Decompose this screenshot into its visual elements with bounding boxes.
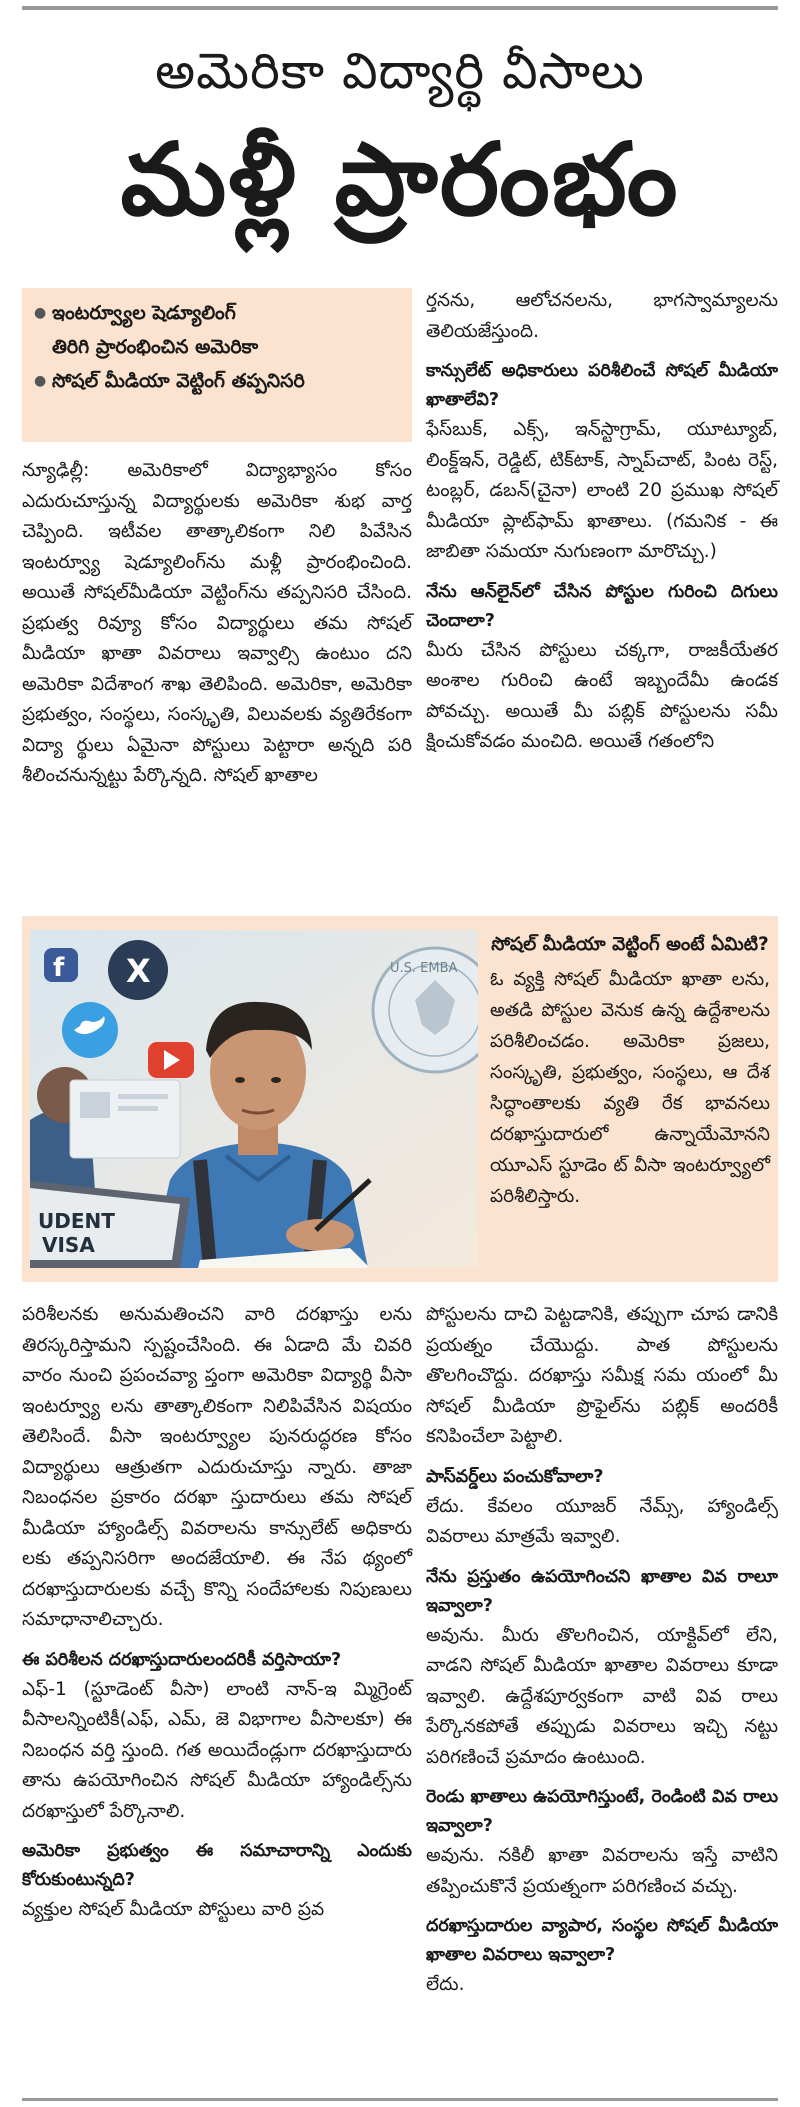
- article-paragraph: పోస్టులను దాచి పెట్టడానికి, తప్పుగా చూప డానికి ప్రయత్నం చేయొద్దు. పాత పోస్టులను తొలగించొద్దు. దరఖాస్తు సమీక్ష సమ యంలో మీ సోషల్ మీడియా ప్రొఫైల్‌ను పబ్లిక్ అందరికీ కనిపించేలా పెట్టాలి.: [426, 1304, 778, 1447]
- headline-kicker: అమెరికా విద్యార్థి వీసాలు: [155, 42, 645, 100]
- info-box-text: [490, 930, 770, 1212]
- article-right-bottom: [426, 1300, 778, 2001]
- bullet-icon: ●: [34, 305, 47, 321]
- question-heading: దరఖాస్తుదారుల వ్యాపార, సంస్థల సోషల్ మీడియా ఖాతాల వివరాలు ఇవ్వాలా?: [426, 1916, 778, 1965]
- highlight-text: ఇంటర్వ్యూల షెడ్యూలింగ్: [52, 302, 236, 324]
- question-heading: పాస్‌వర్డ్‌లు పంచుకోవాలా?: [426, 1466, 604, 1487]
- answer-paragraph: మీరు చేసిన పోస్టులు చక్కగా, రాజకీయేతర అంశాల గురించి ఉంటే ఇబ్బందేమీ ఉండక పోవచ్చు. అయితే మీ పబ్లిక్ పోస్టులను సమీ క్షించుకోవడం మంచిది. అయితే గతంలోని: [426, 639, 778, 752]
- headline-title: మళ్లీ ప్రారంభం: [120, 121, 680, 238]
- answer-paragraph: లేదు. కేవలం యూజర్ నేమ్స్, హ్యాండిల్స్ వివరాలు మాత్రమే ఇవ్వాలి.: [426, 1495, 778, 1547]
- article-left-top: [22, 456, 412, 792]
- visa-text: VISA: [42, 1233, 95, 1257]
- embassy-seal: [373, 948, 478, 1072]
- question-heading: కాన్సులేట్ అధికారులు పరిశీలించే సోషల్ మీడియా ఖాతాలేవి?: [426, 361, 778, 410]
- student-illustration: [30, 930, 478, 1268]
- illustration: [30, 930, 478, 1268]
- bullet-icon: ●: [34, 373, 47, 389]
- highlight-text: సోషల్ మీడియా వెట్టింగ్ తప్పనిసరి: [52, 370, 305, 392]
- question-heading: ఈ పరిశీలన దరఖాస్తుదారులందరికీ వర్తిసాయా?: [22, 1649, 342, 1670]
- question-heading: అమెరికా ప్రభుత్వం ఈ సమాచారాన్ని ఎందుకు కోరుకుంటున్నది?: [22, 1841, 412, 1890]
- article-left-bottom: [22, 1300, 412, 1926]
- answer-paragraph: ఫేస్‌బుక్, ఎక్స్, ఇన్‌స్టాగ్రామ్, యూట్యూబ్, లింక్డ్‌ఇన్, రెడ్డిట్, టిక్‌టాక్, స్నాప్‌చాట్, పింట రెస్ట్, టంబ్లర్, డబన్(చైనా) లాంటి 20 ప్రముఖ సోషల్ మీడియా ప్లాట్‌ఫామ్ ఖాతాలు. (గమనిక - ఈ జాబితా సమయా నుగుణంగా మారొచ్చు.): [426, 419, 778, 562]
- seal-text: U.S. EMBA: [390, 961, 458, 976]
- svg-text:X: X: [126, 952, 151, 990]
- info-box: [22, 916, 778, 1282]
- answer-paragraph: అవును. నకిలీ ఖాతా వివరాలను ఇస్తే వాటిని తప్పించుకొనే ప్రయత్నంగా పరిగణించ వచ్చు.: [426, 1845, 778, 1897]
- article-paragraph: న్యూఢిల్లీ: అమెరికాలో విద్యాభ్యాసం కోసం ఎదురుచూస్తున్న విద్యార్థులకు అమెరికా శుభ వార్త చెప్పింది. ఇటీవల తాత్కాలికంగా నిలి పివేసిన ఇంటర్వ్యూ షెడ్యూలింగ్‌ను మళ్లీ ప్రారంభించింది. అయితే సోషల్‌మీడియా వెట్టింగ్‌ను తప్పనిసరి చేసింది. ప్రభుత్వ రివ్యూ కోసం విద్యార్థులు తమ సోషల్ మీడియా ఖాతా వివరాలు ఇవ్వాల్సి ఉంటుం దని అమెరికా విదేశాంగ శాఖ తెలిపింది. అమెరికా, అమెరికా ప్రభుత్వం, సంస్థలు, సంస్కృతి, విలువలకు వ్యతిరేకంగా విద్యా ర్థులు ఏమైనా పోస్టులు పెట్టారా అన్నది పరి శీలించనున్నట్టు పేర్కొన్నది. సోషల్ ఖాతాల: [22, 460, 412, 786]
- answer-paragraph: ఎఫ్-1 (స్టూడెంట్ వీసా) లాంటి నాన్-ఇ మ్మిగ్రెంట్ వీసాలన్నింటికీ(ఎఫ్, ఎమ్, జె విభాగాల వీసాలకూ) ఈ నిబంధన వర్తి స్తుంది. గత అయిదేండ్లుగా దరఖాస్తుదారు తాను ఉపయోగించిన సోషల్ మీడియా హ్యాండిల్స్‌ను దరఖాస్తులో పేర్కొనాలి.: [22, 1678, 412, 1822]
- article-right-top: [426, 286, 778, 758]
- article-paragraph: పరిశీలనకు అనుమతించని వారి దరఖాస్తు లను తిరస్కరిస్తామని స్పష్టంచేసింది. ఈ ఏడాది మే చివరి వారం నుంచి ప్రపంచవ్యా ప్తంగా అమెరికా విద్యార్థి వీసా ఇంటర్వ్యూ లను తాత్కాలికంగా నిలిపివేసిన విషయం తెలిసిందే. వీసా ఇంటర్వ్యూల పునరుద్ధరణ కోసం విద్యార్థులు ఆత్రుతగా ఎదురుచూస్తు న్నారు. తాజా నిబంధనల ప్రకారం దరఖా స్తుదారులు తమ సోషల్ మీడియా హ్యాండిల్స్ వివరాలను కాన్సులేట్ అధికారు లకు తప్పనిసరిగా అందజేయాలి. ఈ నేప థ్యంలో దరఖాస్తుదారులకు వచ్చే కొన్ని సందేహాలకు నిపుణులు సమాధానాలిచ్చారు.: [22, 1304, 412, 1630]
- bottom-rule: [22, 2098, 778, 2101]
- top-rule: [22, 6, 778, 10]
- question-heading: నేను ఆన్‌లైన్‌లో చేసిన పోస్టుల గురించి దిగులు చెందాలా?: [426, 581, 778, 631]
- answer-paragraph: లేదు.: [426, 1974, 465, 1995]
- youtube-icon: [148, 1042, 194, 1078]
- answer-paragraph: అవును. మీరు తొలగించిన, యాక్టివ్‌లో లేని, వాడని సోషల్ మీడియా ఖాతాల వివరాలు కూడా ఇవ్వాలి. ఉద్దేశపూర్వకంగా వాటి వివ రాలు పేర్కొనకపోతే తప్పుడు వివరాలు ఇచ్చి నట్టు పరిగణించే ప్రమాదం ఉంటుంది.: [426, 1624, 778, 1768]
- x-icon: [108, 940, 168, 1000]
- question-heading: నేను ప్రస్తుతం ఉపయోగించని ఖాతాల వివ రాలూ ఇవ్వాలా?: [426, 1566, 778, 1616]
- highlight-item: [34, 364, 400, 398]
- highlight-item: [34, 330, 400, 364]
- highlight-text: తిరిగి ప్రారంభించిన అమెరికా: [52, 336, 259, 358]
- highlight-item: [34, 296, 400, 330]
- question-heading: రెండు ఖాతాలు ఉపయోగిస్తుంటే, రెండింటి వివ రాలు ఇవ్వాలా?: [426, 1787, 778, 1836]
- visa-text: UDENT: [38, 1209, 115, 1233]
- answer-paragraph: వ్యక్తుల సోషల్ మీడియా పోస్టులు వారి ప్రవ: [22, 1899, 325, 1920]
- facebook-icon: [44, 948, 78, 983]
- highlights-box: [22, 288, 412, 442]
- article-paragraph: ర్తనను, ఆలోచనలను, భాగస్వామ్యాలను తెలియజేస్తుంది.: [426, 290, 778, 342]
- info-box-body: ఓ వ్యక్తి సోషల్ మీడియా ఖాతా లను, అతడి పోస్టుల వెనుక ఉన్న ఉద్దేశాలను పరిశీలించడం. అమెరికా ప్రజలు, సంస్కృతి, ప్రభుత్వం, సంస్థలు, ఆ దేశ సిద్ధాంతాలకు వ్యతి రేక భావనలు దరఖాస్తుదారులో ఉన్నాయేమోనని యూఎస్ స్టూడెం ట్ వీసా ఇంటర్వ్యూలో పరిశీలిస్తారు.: [490, 969, 770, 1207]
- info-box-title: సోషల్ మీడియా వెట్టింగ్ అంటే ఏమిటి?: [491, 934, 769, 955]
- twitter-icon: [62, 1002, 118, 1058]
- svg-text:f: f: [53, 953, 65, 983]
